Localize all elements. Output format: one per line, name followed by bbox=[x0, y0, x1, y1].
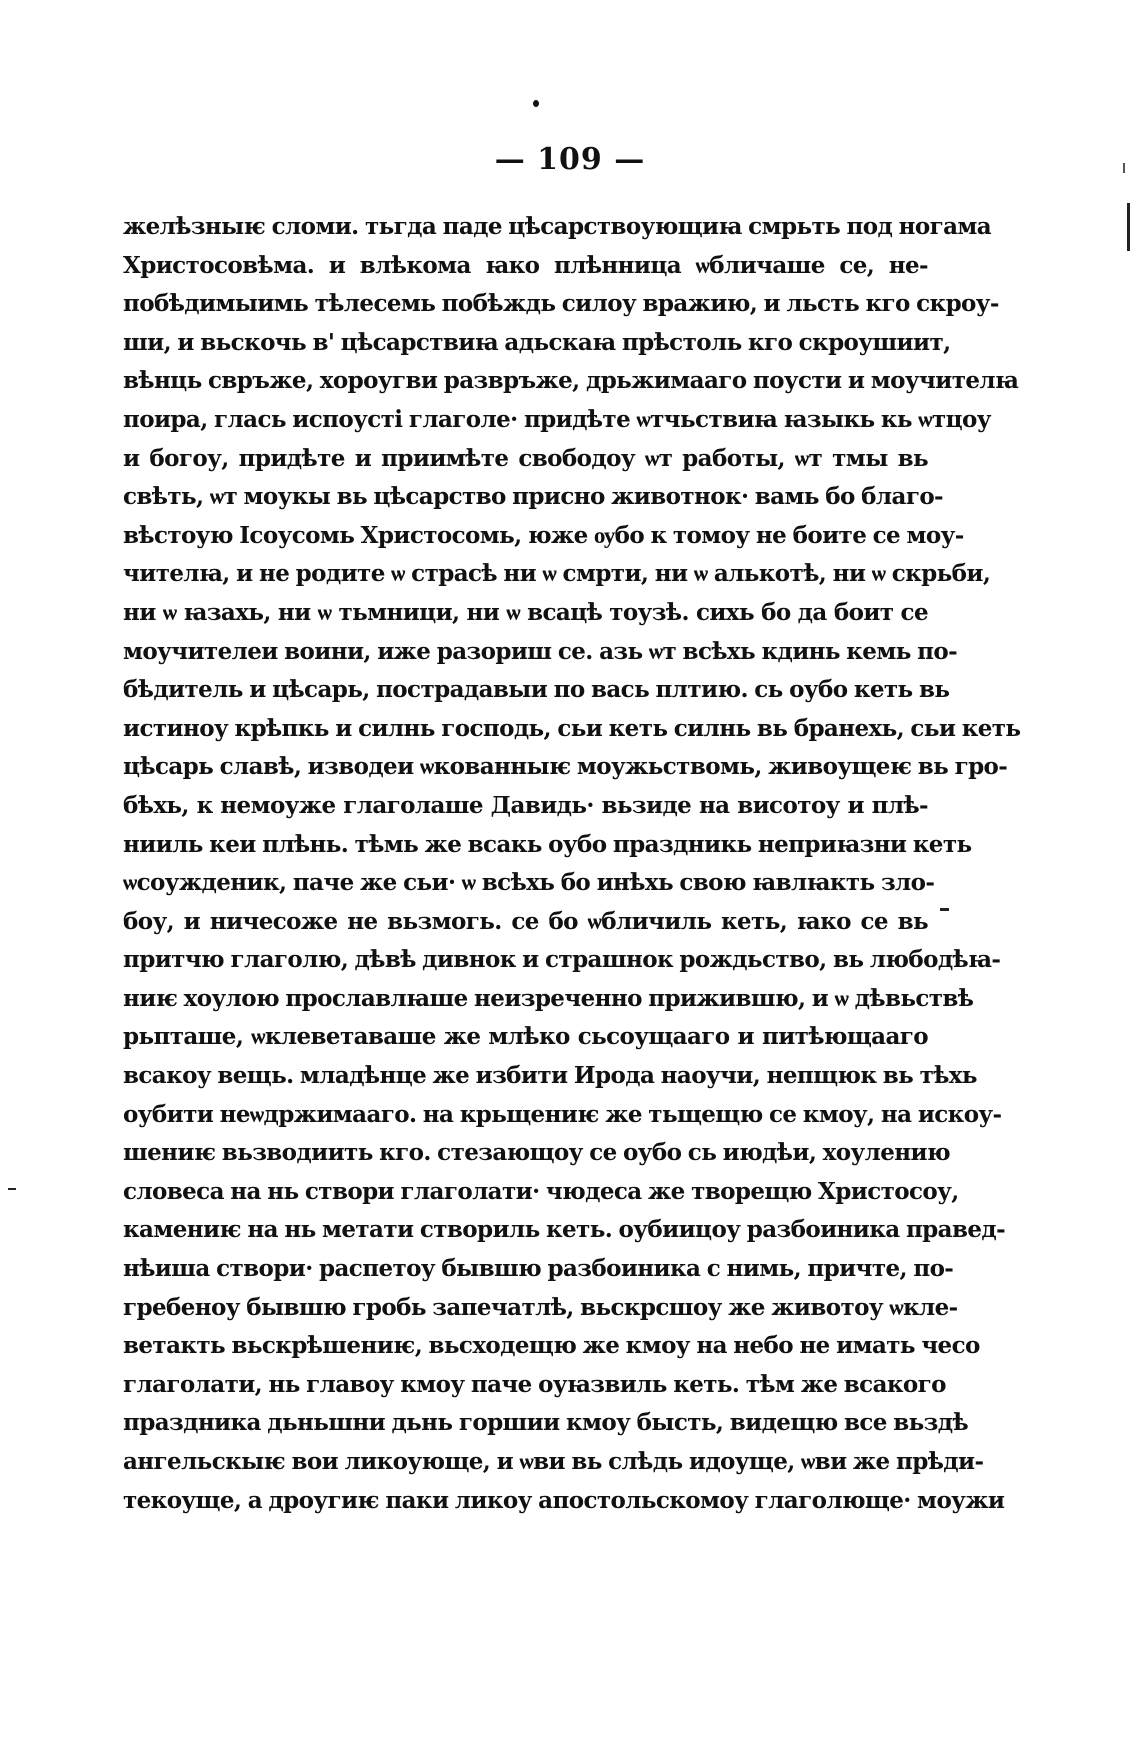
margin-mark bbox=[1123, 163, 1125, 173]
text-line: ветакть вьскрѣшениѥ, вьсходещю же кмоу на небо не имать чесо bbox=[123, 1332, 980, 1360]
text-line: желѣзныѥ сломи. тьгда паде цѣсарствоующиꙗ смрьть под ногама bbox=[123, 213, 992, 240]
text-line: словеса на нь створи глаголати· чюдеса же творещю Христосоу, bbox=[123, 1177, 959, 1205]
text-line: рьпташе, ѡклеветаваше же млѣко сьсоущааго и питѣющааго bbox=[123, 1023, 928, 1051]
text-line: нѣиша створи· распетоу бывшю разбоиника с нимь, причте, по- bbox=[123, 1255, 954, 1283]
text-line: боу, и ничесоже не вьзмогь. се бо ѡбличиль кеть, ꙗко се вь bbox=[123, 907, 928, 935]
body-text bbox=[123, 208, 1021, 1520]
text-line: ѡсоужденик, паче же сьи· ѡ всѣхь бо инѣхь свою ꙗвлꙗкть зло- bbox=[123, 869, 935, 897]
text-line: притчю глаголю, дѣвѣ дивнок и страшнок рождьство, вь любодѣꙗ- bbox=[123, 946, 1001, 974]
text-line: побѣдимыимь тѣлесемь побѣждь силоу вражию, и льсть кго скроу- bbox=[123, 290, 999, 318]
text-line: и богоу, придѣте и приимѣте свободоу ѡт работы, ѡт тмы вь bbox=[123, 444, 928, 472]
text-line: бѣдитель и цѣсарь, пострадавыи по вась плтию. сь оубо кеть вь bbox=[123, 676, 950, 704]
text-line: праздника дьньшни дьнь горшии кмоу бысть, видещю все вьздѣ bbox=[123, 1409, 969, 1437]
text-line: шениѥ вьзводиить кго. стезающоу се оубо сь июдѣи, хоулению bbox=[123, 1139, 950, 1167]
text-line: вѣнць свръже, хороугви развръже, дрьжимааго поусти и моучителꙗ bbox=[123, 367, 1019, 395]
margin-mark bbox=[1127, 203, 1130, 251]
text-line: камениѥ на нь метати створиль кеть. оубиицоу разбоиника правед- bbox=[123, 1216, 1006, 1244]
text-line: истиноу крѣпкь и силнь господь, сьи кеть силнь вь бранехь, сьи кеть bbox=[123, 714, 1021, 742]
text-line: нииль кеи плѣнь. тѣмь же всакь оубо праздникь неприꙗзни кеть bbox=[123, 830, 972, 858]
text-line: ангельскыѥ вои ликоующе, и ѡви вь слѣдь идоуще, ѡви же прѣди- bbox=[123, 1448, 984, 1475]
text-line: поира, глась испоусті глаголе· придѣте ѡтчьствиꙗ ꙗзыкь кь ѡтцоу bbox=[123, 405, 991, 433]
text-line: бѣхь, к немоуже глаголаше Давидь· вьзиде на висотоу и плѣ- bbox=[123, 791, 928, 819]
text-line: гребеноу бывшю гробь запечатлѣ, вьскрсшоу же животоу ѡкле- bbox=[123, 1293, 958, 1321]
text-line: вѣстоую Ісоусомь Христосомь, юже ѹбо к томоу не боите се моу- bbox=[123, 521, 964, 549]
text-line: ниѥ хоулою прославлꙗше неизреченно прижившю, и ѡ дѣвьствѣ bbox=[123, 984, 974, 1012]
text-line: цѣсарь славѣ, изводеи ѡкованныѥ моужьствомь, живоущеѥ вь гро- bbox=[123, 753, 1008, 781]
text-line: ни ѡ ꙗзахь, ни ѡ тьмници, ни ѡ всацѣ тоузѣ. сихь бо да боит се bbox=[123, 598, 928, 626]
page-number: — 109 — bbox=[494, 142, 646, 177]
text-line: текоуще, а дроугиѥ паки ликоу апостольскомоу глаголюще· моужи bbox=[123, 1486, 1005, 1514]
text-line: ши, и вьскочь в' цѣсарствиꙗ адьскаꙗ прѣстоль кго скроушиит, bbox=[123, 328, 951, 356]
text-line: оубити неѡдржимааго. на крьщениѥ же тьщещю се кмоу, на искоу- bbox=[123, 1100, 1002, 1128]
text-line: Христосовѣма. и влѣкома ꙗко плѣнница ѡбличаше се, не- bbox=[123, 251, 928, 279]
ink-dot bbox=[533, 100, 539, 107]
text-line: моучителеи воини, иже разориш се. азь ѡт всѣхь кдинь кемь по- bbox=[123, 637, 958, 665]
text-line: чителꙗ, и не родите ѡ страсѣ ни ѡ смрти, ни ѡ алькотѣ, ни ѡ скрьби, bbox=[123, 560, 991, 588]
margin-mark bbox=[940, 908, 949, 911]
text-line: свѣть, ѡт моукы вь цѣсарство присно животнок· вамь бо благо- bbox=[123, 483, 944, 511]
margin-mark bbox=[8, 1188, 16, 1190]
text-line: всакоу вещь. младѣнце же избити Ирода наоучи, непщюк вь тѣхь bbox=[123, 1062, 977, 1090]
text-line: глаголати, нь главоу кмоу паче оуꙗзвиль кеть. тѣм же всакого bbox=[123, 1370, 946, 1398]
